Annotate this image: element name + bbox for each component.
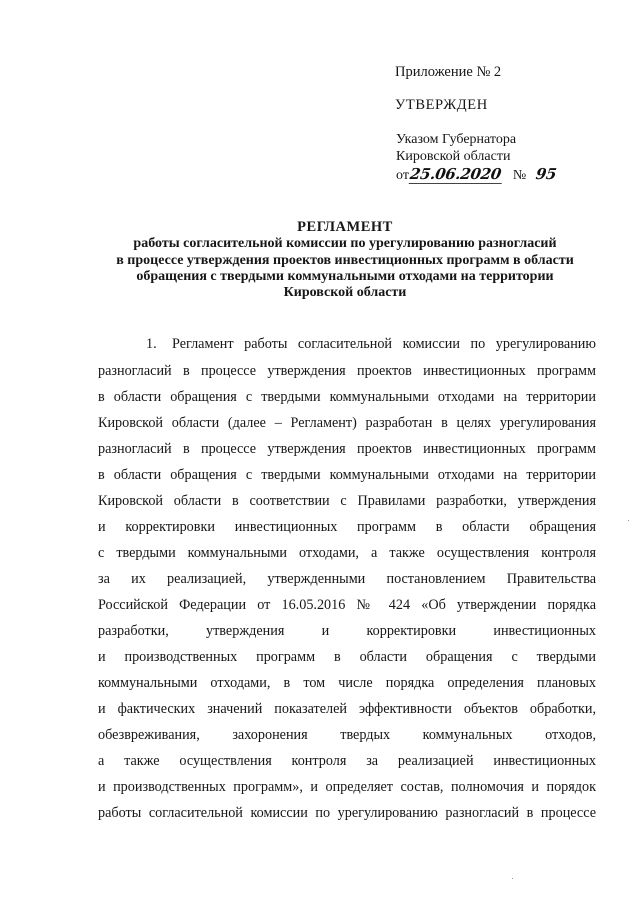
title-subline: обращения с твердыми коммунальными отходами на территории <box>136 268 554 284</box>
paragraph-text: Регламент работы согласительной комиссии по урегулированию <box>172 336 596 352</box>
paragraph-line: разногласий в процессе утверждения проектов инвестиционных программ <box>98 363 596 379</box>
handwritten-number: 95 <box>534 165 558 183</box>
paragraph-line: обезвреживания, захоронения твердых коммунальных отходов, <box>98 727 596 743</box>
paragraph-line: и фактических значений показателей эффективности объектов обработки, <box>98 701 596 717</box>
paragraph-first-line <box>146 335 596 353</box>
title-subline: работы согласительной комиссии по урегулированию разногласий <box>133 236 557 252</box>
paragraph-line: работы согласительной комиссии по урегулированию разногласий в процессе <box>98 805 596 821</box>
approved-label: УТВЕРЖДЕН <box>395 97 488 113</box>
title-heading: РЕГЛАМЕНТ <box>297 219 393 235</box>
scan-speck <box>628 520 629 521</box>
handwritten-date: 25.06.2020 <box>408 165 503 183</box>
paragraph-line: за их реализацией, утвержденными постановлением Правительства <box>98 571 596 587</box>
title-subline: Кировской области <box>283 285 407 301</box>
paragraph-line: Российской Федерации от 16.05.2016 № 424 «Об утверждении порядка <box>98 597 596 613</box>
title-subline: в процессе утверждения проектов инвестиционных программ в области <box>116 252 574 268</box>
scan-speck <box>512 878 513 879</box>
decree-line: Указом Губернатора <box>396 132 517 147</box>
date-prefix: от <box>396 168 409 183</box>
appendix-label: Приложение № 2 <box>395 64 502 80</box>
paragraph-line: и производственных программ», и определяет состав, полномочия и порядок <box>98 779 596 795</box>
paragraph-line: в области обращения с твердыми коммунальными отходами на территории <box>98 389 596 405</box>
paragraph-line: Кировской области в соответствии с Правилами разработки, утверждения <box>98 493 596 509</box>
paragraph-line: коммунальными отходами, в том числе порядка определения плановых <box>98 675 596 691</box>
number-sign: № <box>512 168 527 183</box>
decree-date-line <box>396 165 557 185</box>
paragraph-line: и корректировки инвестиционных программ в области обращения <box>98 519 596 535</box>
paragraph-line: разработки, утверждения и корректировки инвестиционных <box>98 623 596 639</box>
paragraph-line: разногласий в процессе утверждения проектов инвестиционных программ <box>98 441 596 457</box>
document-title <box>100 219 590 301</box>
paragraph-line: с твердыми коммунальными отходами, а также осуществления контроля <box>98 545 596 561</box>
decree-reference <box>396 131 516 165</box>
paragraph-line: а также осуществления контроля за реализацией инвестиционных <box>98 753 596 769</box>
decree-line: Кировской области <box>396 149 511 164</box>
paragraph-line: Кировской области (далее – Регламент) разработан в целях урегулирования <box>98 415 596 431</box>
paragraph-line: и производственных программ в области обращения с твердыми <box>98 649 596 665</box>
paragraph-line: в области обращения с твердыми коммунальными отходами на территории <box>98 467 596 483</box>
item-number: 1. <box>146 336 157 352</box>
